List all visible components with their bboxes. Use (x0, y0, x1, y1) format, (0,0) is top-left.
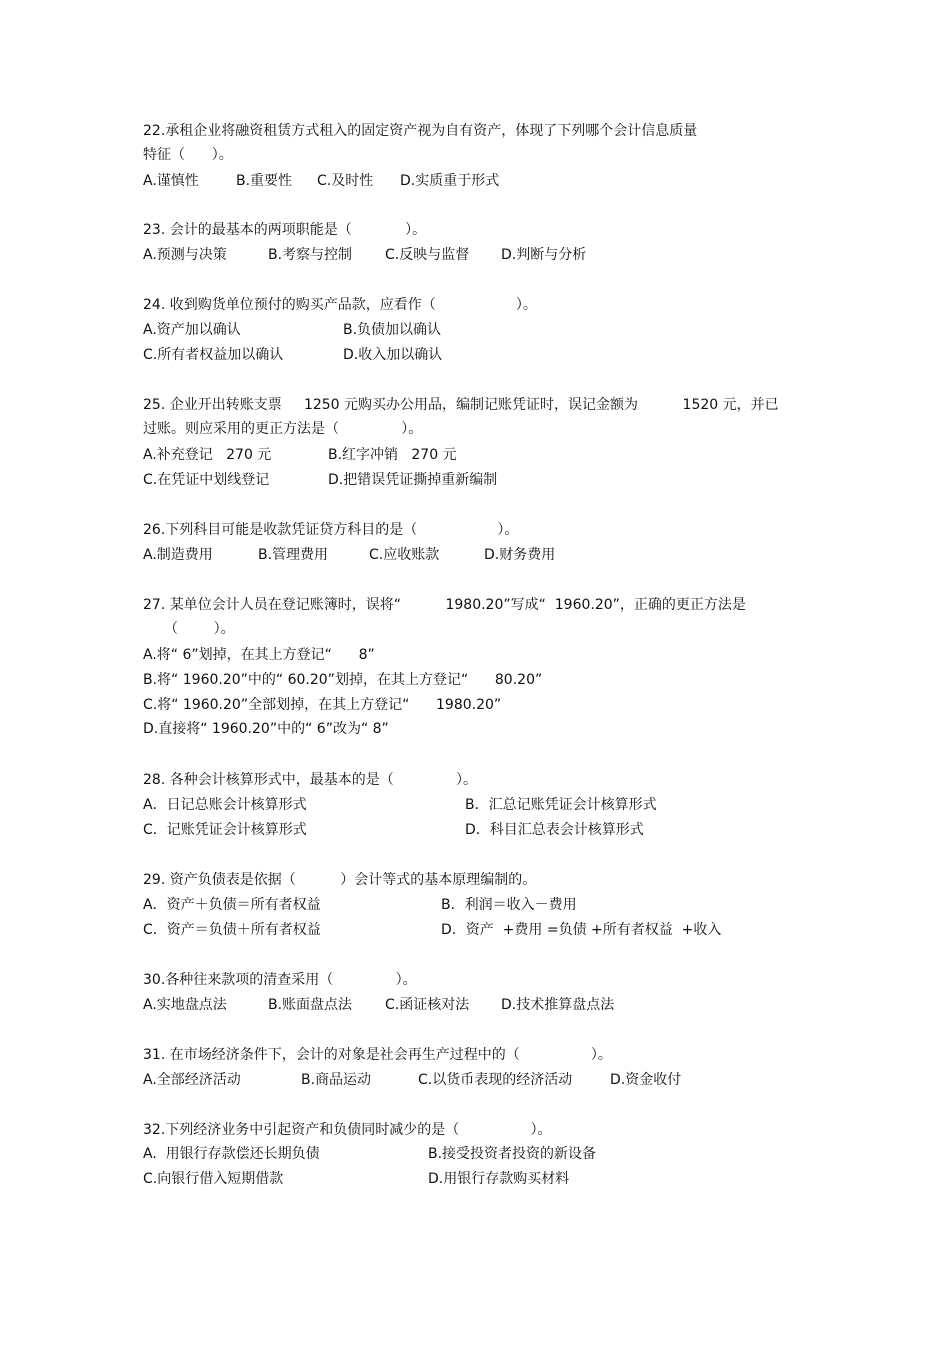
question-23-option-a: A.预测与决策 (143, 247, 227, 263)
question-29-option-b: B．利润＝收入－费用 (441, 897, 577, 913)
question-30-stem: 30.各种往来款项的清查采用（ ）。 (143, 972, 417, 988)
question-32-stem: 32.下列经济业务中引起资产和负债同时减少的是（ ）。 (143, 1122, 552, 1138)
question-32-option-d: D.用银行存款购买材料 (428, 1171, 570, 1187)
question-32-option-b: B.接受投资者投资的新设备 (428, 1146, 597, 1162)
question-25-option-d: D.把错误凭证撕掉重新编制 (328, 472, 498, 488)
question-23-option-b: B.考察与控制 (268, 247, 353, 263)
question-23-option-c: C.反映与监督 (385, 247, 470, 263)
question-31-option-d: D.资金收付 (610, 1072, 682, 1088)
question-29-option-a: A．资产＋负债＝所有者权益 (143, 897, 321, 913)
question-23-stem: 23. 会计的最基本的两项职能是（ ）。 (143, 222, 427, 238)
question-31-option-a: A.全部经济活动 (143, 1072, 241, 1088)
question-29-option-c: C．资产＝负债＋所有者权益 (143, 922, 321, 938)
question-23-option-d: D.判断与分析 (501, 247, 587, 263)
question-25-option-c: C.在凭证中划线登记 (143, 472, 270, 488)
question-31-stem: 31. 在市场经济条件下，会计的对象是社会再生产过程中的（ ）。 (143, 1047, 612, 1063)
question-22-option-a: A.谨慎性 (143, 173, 199, 189)
question-25-option-b: B.红字冲销 270 元 (328, 447, 457, 463)
question-26-option-b: B.管理费用 (258, 547, 329, 563)
question-30-option-b: B.账面盘点法 (268, 997, 353, 1013)
question-27-stem-line-1: 27. 某单位会计人员在登记账簿时，误将“ 1980.20”写成“ 1960.20”，正确的更正方法是 (143, 597, 746, 613)
question-25-stem-line-1: 25. 企业开出转账支票 1250 元购买办公用品，编制记账凭证时，误记金额为 1520 元，并已 (143, 397, 779, 413)
question-27-option-a: A.将“ 6”划掉，在其上方登记“ 8” (143, 647, 375, 663)
question-30-option-c: C.函证核对法 (385, 997, 470, 1013)
question-22-option-b: B.重要性 (236, 173, 293, 189)
question-28-option-d: D．科目汇总表会计核算形式 (465, 822, 644, 838)
question-29-stem: 29. 资产负债表是依据（ ）会计等式的基本原理编制的。 (143, 872, 537, 888)
question-32-option-c: C.向银行借入短期借款 (143, 1171, 284, 1187)
question-28-option-a: A．日记总账会计核算形式 (143, 797, 307, 813)
question-25-option-a: A.补充登记 270 元 (143, 447, 272, 463)
question-32-option-a: A. 用银行存款偿还长期负债 (143, 1146, 320, 1162)
question-26-option-d: D.财务费用 (484, 547, 556, 563)
question-28-stem: 28. 各种会计核算形式中，最基本的是（ ）。 (143, 772, 478, 788)
question-30-option-d: D.技术推算盘点法 (501, 997, 615, 1013)
question-28-option-b: B．汇总记账凭证会计核算形式 (465, 797, 657, 813)
question-26-option-a: A.制造费用 (143, 547, 213, 563)
question-22-stem-line-1: 22.承租企业将融资租赁方式租入的固定资产视为自有资产，体现了下列哪个会计信息质量 (143, 123, 698, 139)
question-31-option-c: C.以货币表现的经济活动 (418, 1072, 573, 1088)
question-27-stem-line-2: （ ）。 (164, 621, 235, 637)
question-27-option-c: C.将“ 1960.20”全部划掉，在其上方登记“ 1980.20” (143, 697, 502, 713)
question-22-stem-line-2: 特征（ ）。 (143, 147, 233, 163)
question-26-stem: 26.下列科目可能是收款凭证贷方科目的是（ ）。 (143, 522, 519, 538)
question-30-option-a: A.实地盘点法 (143, 997, 227, 1013)
question-22-option-d: D.实质重于形式 (400, 173, 500, 189)
question-24-option-b: B.负债加以确认 (343, 322, 442, 338)
question-28-option-c: C．记账凭证会计核算形式 (143, 822, 307, 838)
question-22-option-c: C.及时性 (317, 173, 374, 189)
question-24-option-d: D.收入加以确认 (343, 347, 443, 363)
question-24-stem: 24. 收到购货单位预付的购买产品款，应看作（ ）。 (143, 297, 537, 313)
question-24-option-a: A.资产加以确认 (143, 322, 241, 338)
question-27-option-b: B.将“ 1960.20”中的“ 60.20”划掉，在其上方登记“ 80.20” (143, 672, 543, 688)
question-25-stem-line-2: 过账。则应采用的更正方法是（ ）。 (143, 421, 423, 437)
question-24-option-c: C.所有者权益加以确认 (143, 347, 284, 363)
question-27-option-d: D.直接将“ 1960.20”中的“ 6”改为“ 8” (143, 721, 389, 737)
question-26-option-c: C.应收账款 (369, 547, 440, 563)
question-31-option-b: B.商品运动 (301, 1072, 372, 1088)
question-29-option-d: D．资产 +费用 =负债 +所有者权益 +收入 (441, 922, 722, 938)
